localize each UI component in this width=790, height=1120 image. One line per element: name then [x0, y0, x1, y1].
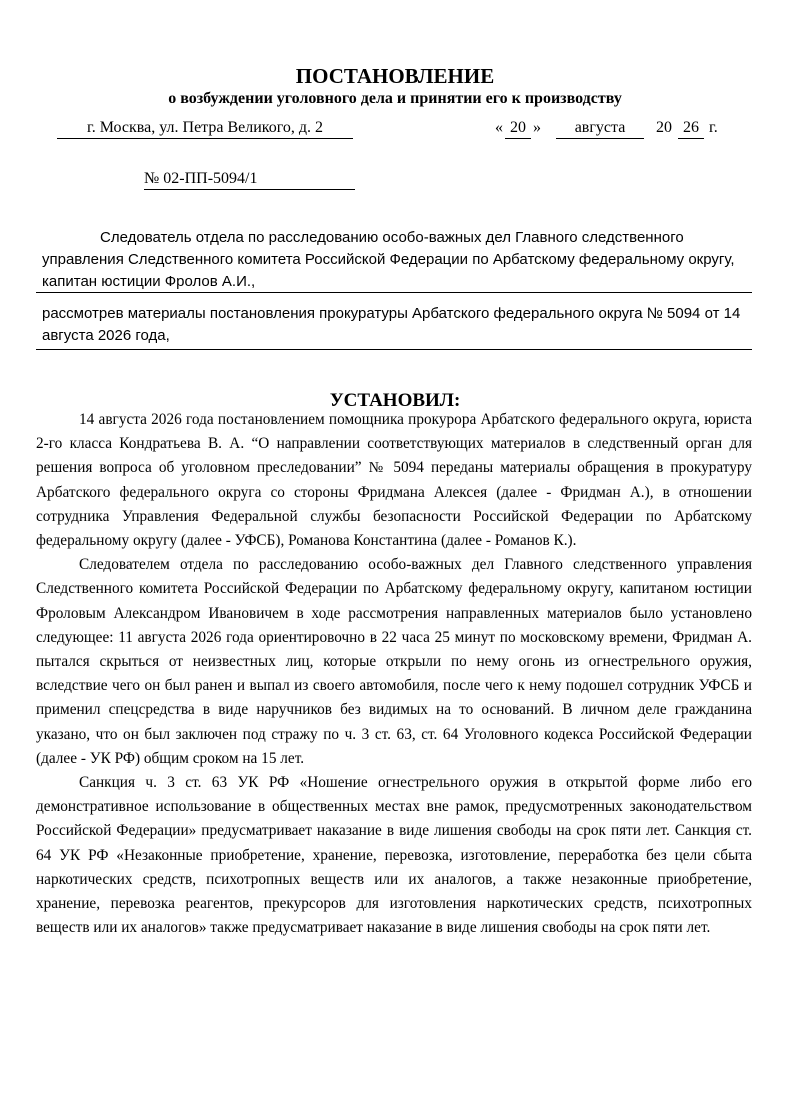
paragraph: Санкция ч. 3 ст. 63 УК РФ «Ношение огнестрельного оружия в открытой форме либо его демонстративное использование в общественных местах вне рамок, предусмотренных законодательством Российской Федерации» предусматривает наказание в виде лишения свободы на срок пяти лет. Санкция ст. 64 УК РФ «Незаконные приобретение, хранение, перевозка, изготовление, переработка без цели сбыта наркотических средств, психотропных веществ или их аналогов, а также незаконные приобретение, хранение, перевозка реагентов, прекурсоров для изготовления наркотических средств, психотропных веществ или их аналогов» также предусматривает наказание в виде лишения свободы на срок пяти лет. — [36, 774, 752, 937]
document-number: № 02-ПП-5094/1 — [144, 169, 355, 190]
investigator-text: Следователь отдела по расследованию особо-важных дел Главного следственного управления Следственного комитета Российской Федерации по Арбатскому федеральному округу, капитан юстиции Фролов А.И., — [42, 229, 735, 290]
month-field: августа — [556, 118, 644, 139]
separator-line — [36, 292, 752, 293]
day-open-quote: « — [495, 119, 503, 136]
year-prefix: 20 — [656, 119, 672, 136]
separator-line — [36, 349, 752, 350]
year-unit: г. — [709, 119, 718, 136]
day-close-quote: » — [533, 119, 541, 136]
established-body — [36, 408, 752, 940]
paragraph: Следователем отдела по расследованию особо-важных дел Главного следственного управления Следственного комитета Российской Федерации по Арбатскому федеральному округу, капитаном юстиции Фроловым Александром Ивановичем в ходе рассмотрения направленных материалов было установлено следующее: 11 августа 2026 года ориентировочно в 22 часа 25 минут по московскому времени, Фридман А. пытался скрыться от неизвестных лиц, которые открыли по нему огонь из огнестрельного оружия, вследствие чего он был ранен и выпал из своего автомобиля, после чего к нему подошел сотрудник УФСБ и применил спецсредства в виде наручников без видимых на то оснований. В личном деле гражданина указано, что он был заключен под стражу по ч. 3 ст. 63, ст. 64 Уголовного кодекса Российской Федерации (далее - УК РФ) общим сроком на 15 лет. — [36, 556, 752, 767]
section-heading: УСТАНОВИЛ: — [329, 390, 461, 411]
investigator-block — [42, 227, 752, 293]
year-suffix-field: 26 — [678, 118, 704, 139]
day-field: 20 — [505, 118, 531, 139]
paragraph: 14 августа 2026 года постановлением помощника прокурора Арбатского федерального округа, юриста 2-го класса Кондратьева В. А. “О направлении соответствующих материалов в следственный орган для решения вопроса об уголовном преследовании” № 5094 переданы материалы обращения в прокуратуру Арбатского федерального округа со стороны Фридмана Алексея (далее - Фридман А.), в отношении сотрудника Управления Федеральной службы безопасности Российской Федерации по Арбатскому федеральному округу (далее - УФСБ), Романова Константина (далее - Романов К.). — [36, 411, 752, 550]
document-title: ПОСТАНОВЛЕНИЕ — [295, 64, 495, 88]
considered-block — [42, 303, 752, 347]
document-subtitle: о возбуждении уголовного дела и принятии его к производству — [168, 90, 622, 107]
considered-text: рассмотрев материалы постановления прокуратуры Арбатского федерального округа № 5094 от 14 августа 2026 года, — [42, 305, 741, 344]
place-field: г. Москва, ул. Петра Великого, д. 2 — [57, 118, 353, 139]
